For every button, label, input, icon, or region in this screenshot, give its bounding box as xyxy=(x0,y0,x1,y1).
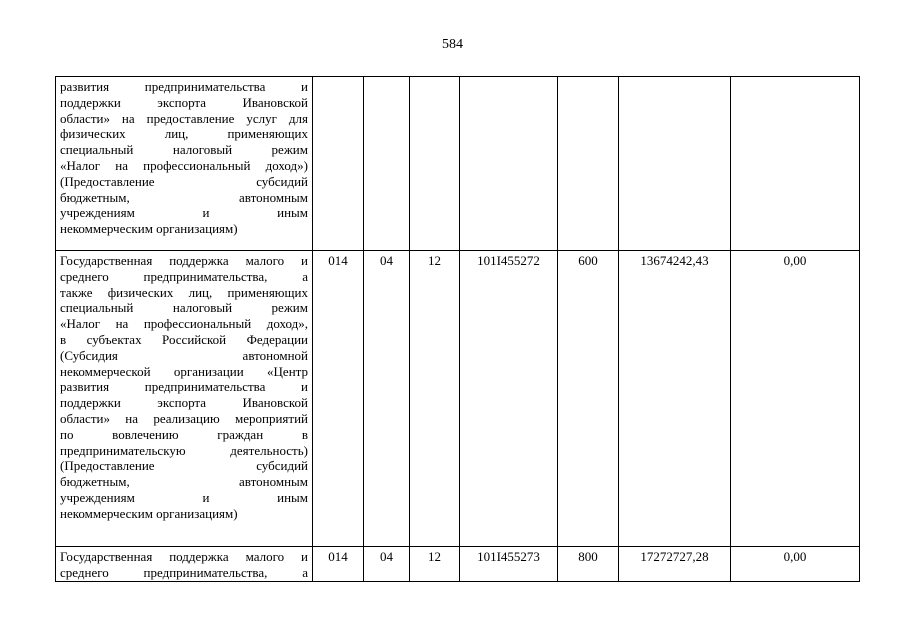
description-line: бюджетным, автономным xyxy=(60,189,308,205)
row-description xyxy=(56,251,313,547)
amount-cell xyxy=(619,77,731,251)
row-description xyxy=(56,77,313,251)
expense-type-cell: 800 xyxy=(558,547,619,582)
target-article-cell: 101I455273 xyxy=(460,547,558,582)
description-line: бюджетным, автономным xyxy=(60,474,308,490)
description-line: некоммерческим организациям) xyxy=(60,505,238,521)
ministry-code-cell: 014 xyxy=(313,251,364,547)
expense-type-cell: 600 xyxy=(558,251,619,547)
amount-cell: 13674242,43 xyxy=(619,251,731,547)
description-line: специальный налоговый режим xyxy=(60,300,308,316)
description-line: развития предпринимательства и xyxy=(60,79,308,94)
description-line: некоммерческим организациям) xyxy=(60,221,238,237)
description-line: учреждениям и иным xyxy=(60,489,308,505)
amount-cell: 17272727,28 xyxy=(619,547,731,582)
description-line: Государственная поддержка малого и xyxy=(60,253,308,268)
description-line: некоммерческой организации «Центр xyxy=(60,363,308,379)
description-line: поддержки экспорта Ивановской xyxy=(60,395,308,411)
description-line: Государственная поддержка малого и xyxy=(60,549,308,564)
ministry-code-cell xyxy=(313,77,364,251)
expense-type-cell xyxy=(558,77,619,251)
description-line: «Налог на профессиональный доход») xyxy=(60,157,308,173)
subsection-code-cell xyxy=(410,77,460,251)
description-line: области» на реализацию мероприятий xyxy=(60,410,308,426)
amount-cell: 0,00 xyxy=(731,251,860,547)
table-row xyxy=(56,77,860,251)
description-line: по вовлечению граждан в xyxy=(60,426,308,442)
amount-cell xyxy=(731,77,860,251)
section-code-cell: 04 xyxy=(364,251,410,547)
description-line: физических лиц, применяющих xyxy=(60,126,308,142)
description-line: области» на предоставление услуг для xyxy=(60,110,308,126)
page-number: 584 xyxy=(442,37,463,52)
description-line: также физических лиц, применяющих xyxy=(60,284,308,300)
table-row xyxy=(56,251,860,547)
target-article-cell xyxy=(460,77,558,251)
description-line: среднего предпринимательства, а xyxy=(60,268,308,284)
description-line: поддержки экспорта Ивановской xyxy=(60,94,308,110)
description-line: специальный налоговый режим xyxy=(60,142,308,158)
section-code-cell xyxy=(364,77,410,251)
amount-cell: 0,00 xyxy=(731,547,860,582)
table-row xyxy=(56,547,860,582)
description-line: предпринимательскую деятельность) xyxy=(60,442,308,458)
description-line: в субъектах Российской Федерации xyxy=(60,331,308,347)
target-article-cell: 101I455272 xyxy=(460,251,558,547)
description-line: учреждениям и иным xyxy=(60,205,308,221)
row-description xyxy=(56,547,313,582)
description-line: развития предпринимательства и xyxy=(60,379,308,395)
budget-table xyxy=(55,76,860,582)
description-line: «Налог на профессиональный доход», xyxy=(60,316,308,332)
subsection-code-cell: 12 xyxy=(410,251,460,547)
description-line: (Предоставление субсидий xyxy=(60,173,308,189)
description-line: среднего предпринимательства, а xyxy=(60,564,308,580)
subsection-code-cell: 12 xyxy=(410,547,460,582)
ministry-code-cell: 014 xyxy=(313,547,364,582)
section-code-cell: 04 xyxy=(364,547,410,582)
description-line: (Субсидия автономной xyxy=(60,347,308,363)
description-line: (Предоставление субсидий xyxy=(60,458,308,474)
